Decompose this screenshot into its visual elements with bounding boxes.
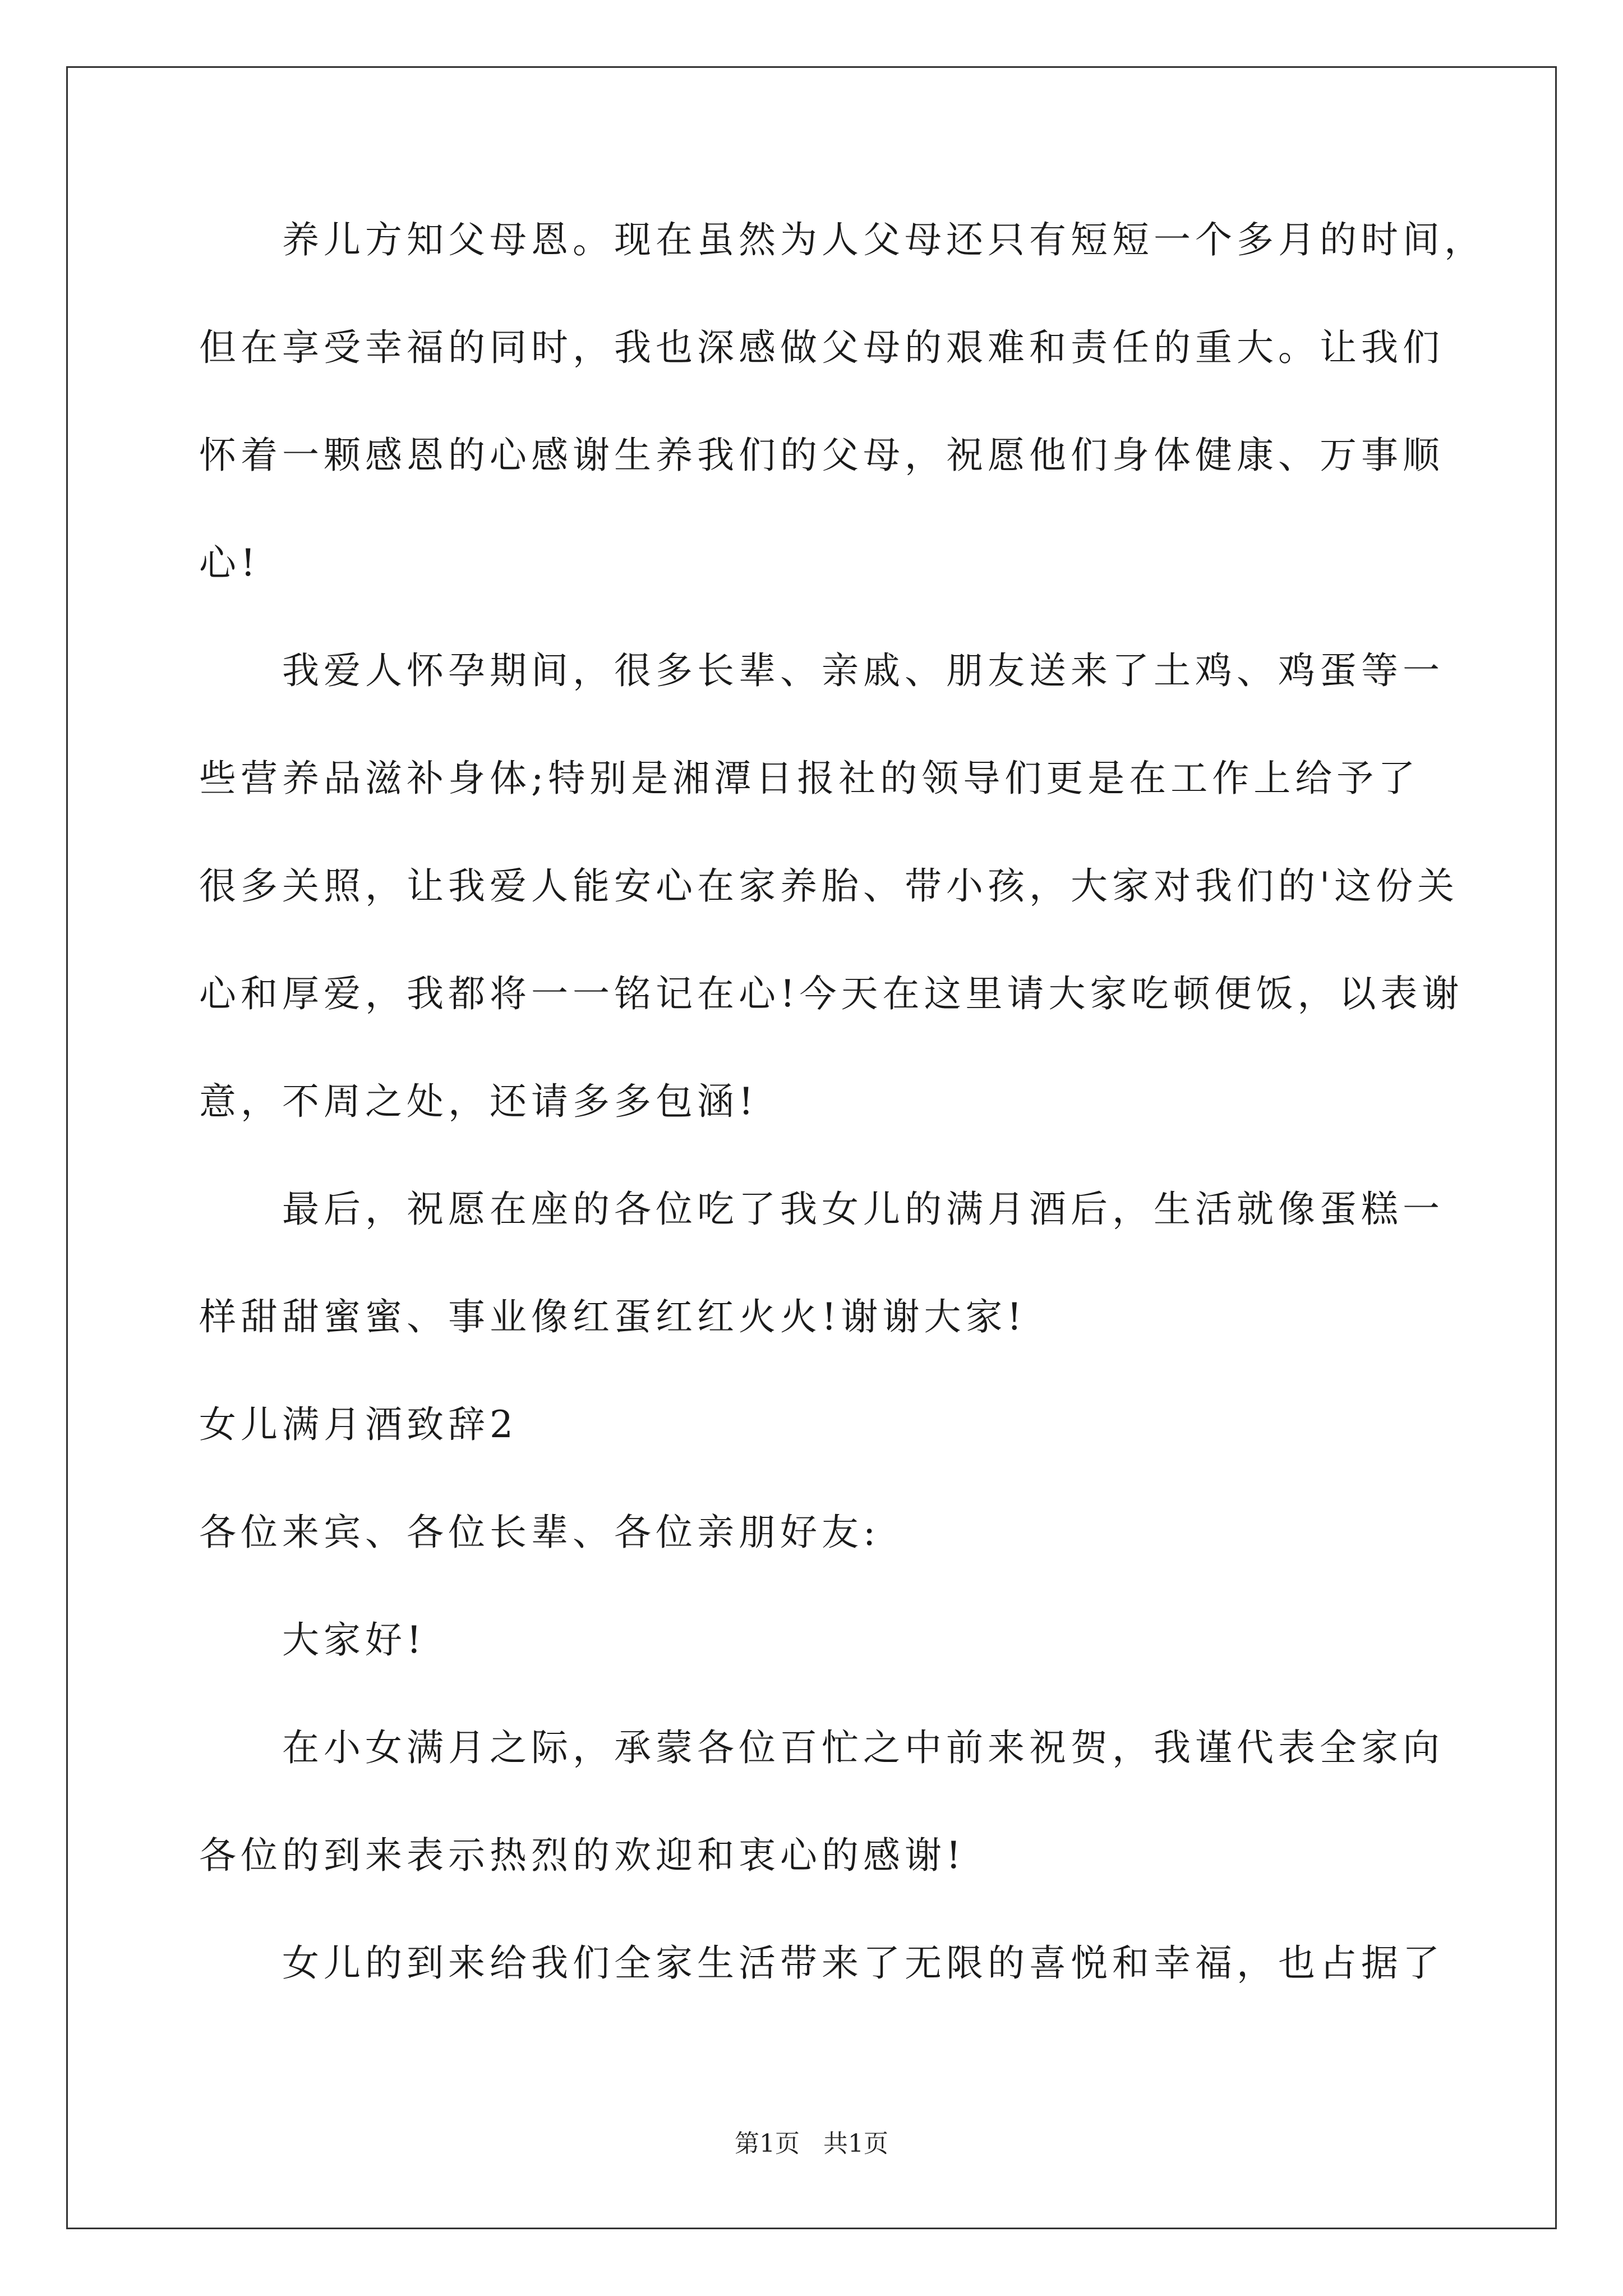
paragraph-line: 意，不周之处，还请多多包涵! [199, 1080, 758, 1123]
paragraph-line: 心! [199, 541, 260, 585]
paragraph-line: 在小女满月之际，承蒙各位百忙之中前来祝贺，我谨代表全家向 [282, 1726, 1444, 1769]
paragraph-line: 样甜甜蜜蜜、事业像红蛋红红火火!谢谢大家! [199, 1295, 1027, 1338]
paragraph-line: 最后，祝愿在座的各位吃了我女儿的满月酒后，生活就像蛋糕一 [282, 1188, 1444, 1231]
salutation: 各位来宾、各位长辈、各位亲朋好友: [199, 1511, 880, 1554]
paragraph-line: 但在享受幸福的同时，我也深感做父母的艰难和责任的重大。让我们 [199, 326, 1444, 369]
paragraph-line: 些营养品滋补身体;特别是湘潭日报社的领导们更是在工作上给予了 [199, 757, 1420, 800]
greeting: 大家好! [282, 1618, 426, 1662]
section-title: 女儿满月酒致辞2 [199, 1403, 518, 1446]
paragraph-line: 各位的到来表示热烈的欢迎和衷心的感谢! [199, 1834, 966, 1877]
paragraph-line: 心和厚爱，我都将一一铭记在心!今天在这里请大家吃顿便饭，以表谢 [199, 972, 1464, 1015]
paragraph-line: 养儿方知父母恩。现在虽然为人父母还只有短短一个多月的时间， [282, 218, 1486, 261]
paragraph-line: 我爱人怀孕期间，很多长辈、亲戚、朋友送来了土鸡、鸡蛋等一 [282, 649, 1444, 692]
page-footer: 第1页 共1页 [735, 2129, 888, 2158]
paragraph-line: 怀着一颗感恩的心感谢生养我们的父母，祝愿他们身体健康、万事顺 [199, 434, 1444, 477]
document-body [199, 218, 1486, 2050]
paragraph-line: 很多关照，让我爱人能安心在家养胎、带小孩，大家对我们的'这份关 [199, 864, 1459, 908]
paragraph-line: 女儿的到来给我们全家生活带来了无限的喜悦和幸福，也占据了 [282, 1941, 1444, 1985]
